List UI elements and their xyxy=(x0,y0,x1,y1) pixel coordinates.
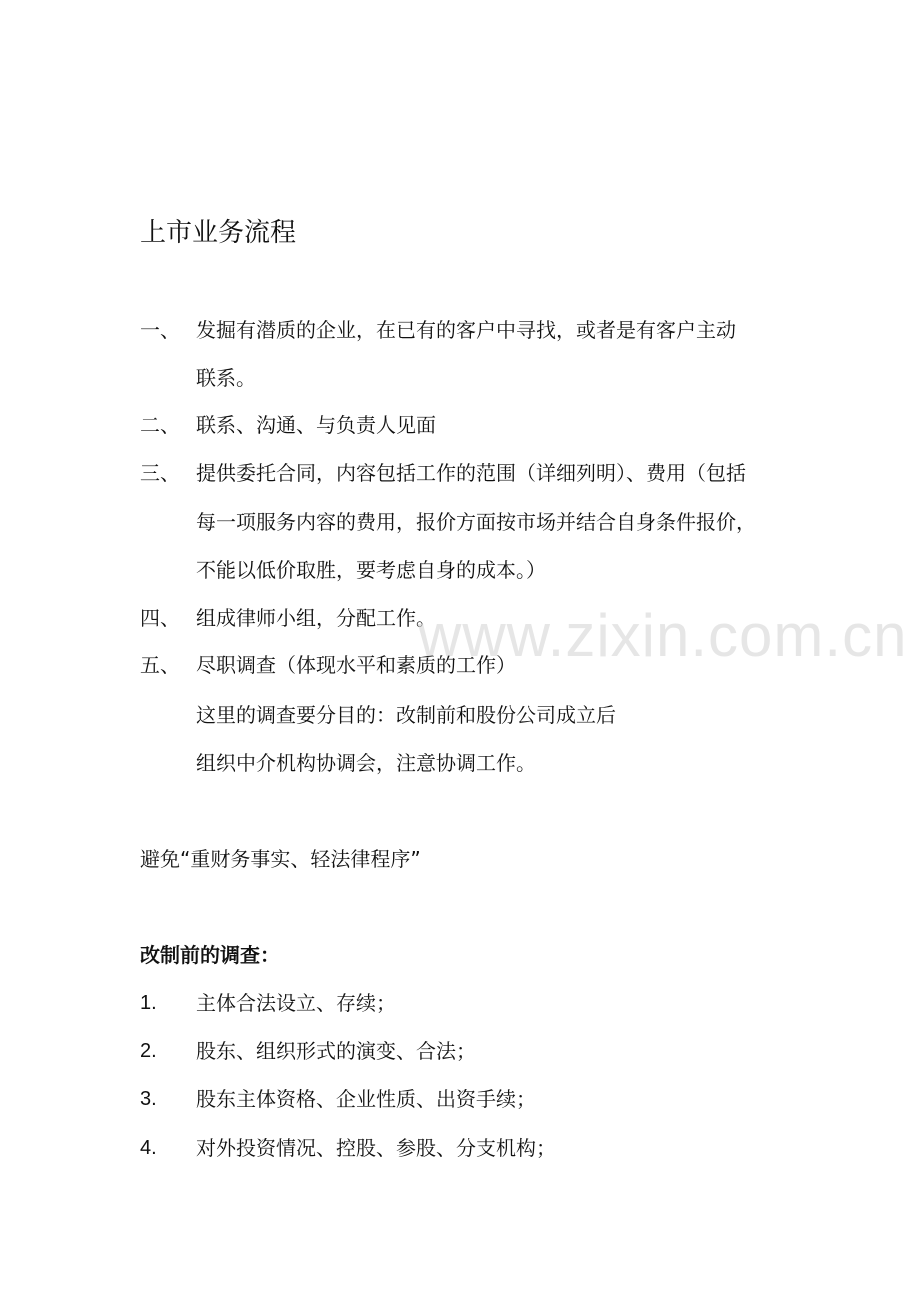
checklist-item-1: 主体合法设立、存续； xyxy=(196,991,396,1015)
checklist-marker-1: 1. xyxy=(140,992,157,1014)
checklist-item-4: 对外投资情况、控股、参股、分支机构； xyxy=(196,1136,556,1160)
section-heading: 改制前的调查： xyxy=(140,943,280,967)
step-marker-5: 五、 xyxy=(140,653,180,677)
step-2-line-1: 联系、沟通、与负责人见面 xyxy=(196,413,436,437)
document-title: 上市业务流程 xyxy=(140,218,297,248)
checklist-item-3: 股东主体资格、企业性质、出资手续； xyxy=(196,1087,536,1111)
step-marker-2: 二、 xyxy=(140,413,180,437)
step-marker-4: 四、 xyxy=(140,606,180,630)
step-3-line-2: 每一项服务内容的费用，报价方面按市场并结合自身条件报价， xyxy=(196,510,756,534)
step-3-line-1: 提供委托合同，内容包括工作的范围（详细列明）、费用（包括 xyxy=(196,461,746,485)
avoid-note: 避免“重财务事实、轻法律程序” xyxy=(140,847,421,871)
checklist-marker-3: 3. xyxy=(140,1088,157,1110)
checklist-marker-2: 2. xyxy=(140,1040,157,1062)
watermark: www.zixin.com.cn xyxy=(418,602,908,669)
step-5-line-3: 组织中介机构协调会，注意协调工作。 xyxy=(196,751,536,775)
step-4-line-1: 组成律师小组，分配工作。 xyxy=(196,606,436,630)
step-1-line-2: 联系。 xyxy=(196,366,256,390)
step-marker-3: 三、 xyxy=(140,461,180,485)
step-5-line-2: 这里的调查要分目的：改制前和股份公司成立后 xyxy=(196,703,616,727)
step-5-line-1: 尽职调查（体现水平和素质的工作） xyxy=(196,653,516,677)
step-marker-1: 一、 xyxy=(140,318,180,342)
checklist-marker-4: 4. xyxy=(140,1137,157,1159)
checklist-item-2: 股东、组织形式的演变、合法； xyxy=(196,1039,476,1063)
step-1-line-1: 发掘有潜质的企业，在已有的客户中寻找，或者是有客户主动 xyxy=(196,318,736,342)
step-3-line-3: 不能以低价取胜，要考虑自身的成本。） xyxy=(196,558,546,582)
